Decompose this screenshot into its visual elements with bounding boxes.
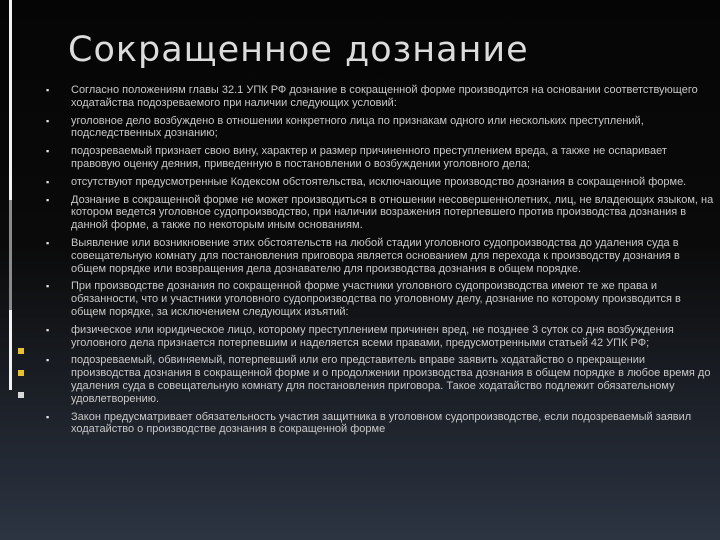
bullet-item-4 xyxy=(46,176,714,189)
bullet-text: физическое или юридическое лицо, которому преступлением причинен вред, не позднее 3 суток со дня возбуждения уголовного дела признается потерпевшим и наделяется всеми правами, предусмотренными статьей 42 УПК РФ; xyxy=(71,323,674,349)
bullet-item-7 xyxy=(46,280,714,318)
bullet-marker: ▪ xyxy=(46,176,50,187)
yellow-square-1 xyxy=(18,348,24,354)
bullet-marker: ▪ xyxy=(46,85,50,95)
bullet-text: уголовное дело возбуждено в отношении конкретного лица по признакам одного или нескольких преступлений, подследственных дознанию; xyxy=(71,114,644,140)
bullet-item-1 xyxy=(46,84,714,110)
bullet-marker: ▪ xyxy=(46,355,50,366)
bullet-item-10 xyxy=(46,411,714,437)
yellow-square-2 xyxy=(18,370,24,376)
bullet-marker: ▪ xyxy=(46,281,50,292)
white-bar-bottom xyxy=(9,310,12,390)
bullet-item-6 xyxy=(46,237,714,275)
decorative-side-strip xyxy=(0,0,40,540)
white-square xyxy=(18,392,24,398)
bullet-text: Выявление или возникновение этих обстоятельств на любой стадии уголовного судопроизводства до удаления суда в совещательную комнату для постановления приговора является основанием для перехода к производству дознания в общем порядке или возвращения дела дознавателю для производства дознания в общем порядке. xyxy=(71,236,680,275)
bullet-list xyxy=(46,84,714,441)
bullet-text: Закон предусматривает обязательность участия защитника в уголовном судопроизводстве, если подозреваемый заявил ходатайство о производстве дознания в сокращенной форме xyxy=(71,410,692,436)
white-bar-top xyxy=(9,0,12,200)
grey-bar xyxy=(9,200,12,310)
bullet-text: Дознание в сокращенной форме не может производиться в отношении несовершеннолетних, лиц, не владеющих языком, на котором ведется уголовное судопроизводство, при наличии возражения потерпевшего против производства дознания в данной форме, а также по некоторым иным основаниям. xyxy=(71,193,714,232)
bullet-marker: ▪ xyxy=(46,237,50,248)
bullet-marker: ▪ xyxy=(46,115,50,126)
bullet-item-2 xyxy=(46,115,714,141)
bullet-text: При производстве дознания по сокращенной форме участники уголовного судопроизводства имеют те же права и обязанности, что и участники уголовного судопроизводства по уголовному делу, дознание по которому производится в общем порядке, за исключением следующих изъятий: xyxy=(71,280,681,318)
bullet-text: подозреваемый признает свою вину, характер и размер причиненного преступлением вреда, а также не оспаривает правовую оценку деяния, приведенную в постановлении о возбуждении уголовного дела; xyxy=(71,145,667,170)
bullet-marker: ▪ xyxy=(46,194,50,205)
bullet-text: Согласно положениям главы 32.1 УПК РФ дознание в сокращенной форме производится на основании соответствующего ходатайства подозреваемого при наличии следующих условий: xyxy=(71,84,698,109)
bullet-text: отсутствуют предусмотренные Кодексом обстоятельства, исключающие производство дознания в сокращенной форме. xyxy=(71,175,687,188)
bullet-item-5 xyxy=(46,194,714,232)
bullet-item-8 xyxy=(46,324,714,350)
bullet-item-9 xyxy=(46,354,714,405)
bullet-item-3 xyxy=(46,145,714,171)
bullet-text: подозреваемый, обвиняемый, потерпевший или его представитель вправе заявить ходатайство о прекращении производства дознания в сокращенной форме и о продолжении производства дознания в общем порядке в любое время до удаления суда в совещательную комнату для постановления приговора. Такое ходатайство подлежит обязательному удовлетворению. xyxy=(71,354,711,405)
slide-title: Сокращенное дознание xyxy=(68,30,529,70)
bullet-marker: ▪ xyxy=(46,411,50,422)
bullet-marker: ▪ xyxy=(46,146,50,157)
bullet-marker: ▪ xyxy=(46,324,50,335)
